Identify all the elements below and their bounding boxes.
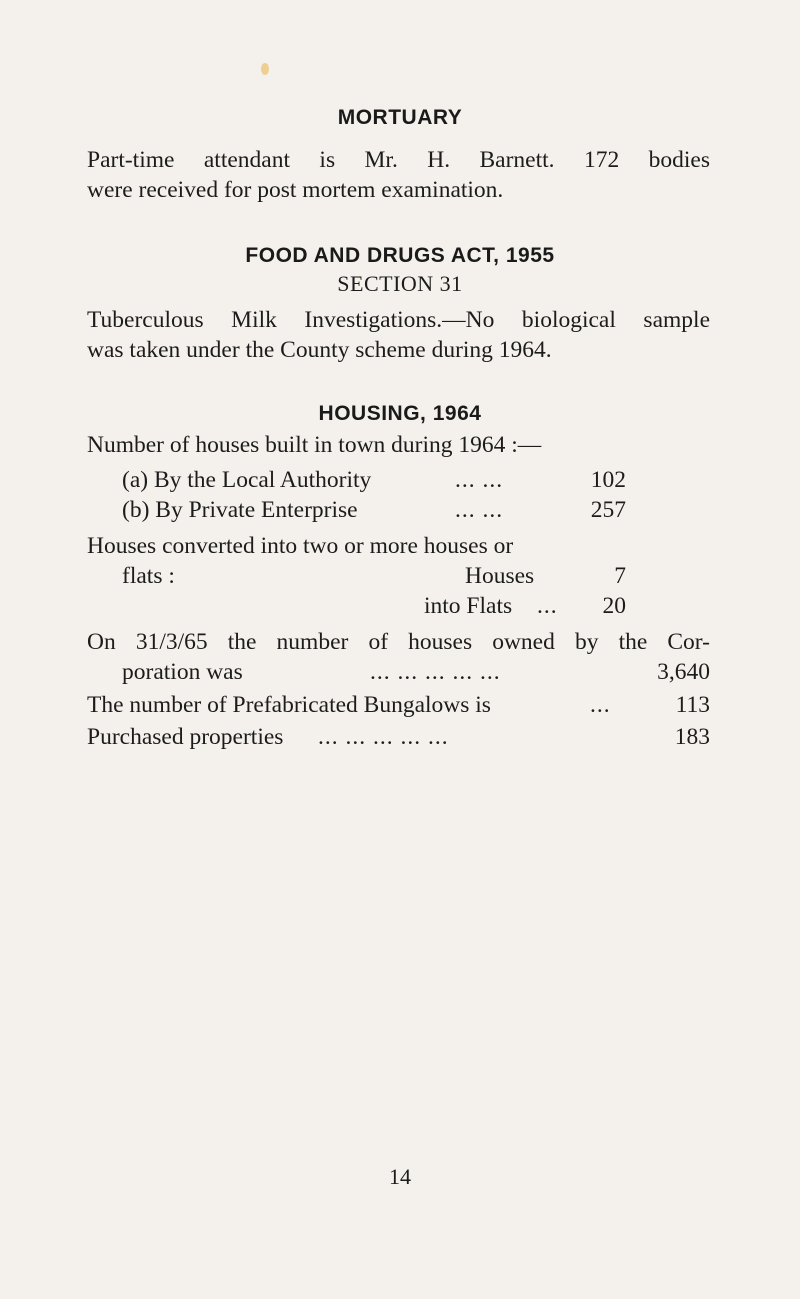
food-drugs-line-2: was taken under the County scheme during 1964. (87, 337, 552, 363)
housing-built-intro: Number of houses built in town during 1964 :— (87, 432, 542, 458)
housing-owned-label: poration was (122, 659, 243, 685)
stain-mark (261, 63, 269, 75)
housing-owned-dots: ... ... ... ... ... (370, 659, 501, 685)
housing-prefab-label: The number of Prefabricated Bungalows is (87, 692, 491, 718)
housing-converted-flats-label: flats : (122, 563, 175, 589)
housing-into-flats-label: into Flats (424, 593, 513, 619)
page-number: 14 (389, 1164, 411, 1189)
food-drugs-heading: FOOD AND DRUGS ACT, 1955 (245, 244, 555, 267)
housing-built-row-a-dots: ... ... (455, 467, 504, 493)
housing-purchased-label: Purchased properties (87, 724, 284, 750)
housing-built-row-b-value: 257 (590, 497, 626, 523)
housing-prefab-dots: ... (590, 692, 611, 718)
section-subheading: SECTION 31 (337, 271, 463, 296)
housing-converted-houses-value: 7 (614, 563, 626, 589)
mortuary-line-1: Part-time attendant is Mr. H. Barnett. 172 bodies (87, 147, 710, 173)
housing-into-flats-value: 20 (602, 593, 626, 619)
food-drugs-line-1: Tuberculous Milk Investigations.—No biological sample (87, 307, 710, 333)
housing-built-row-a-value: 102 (590, 467, 626, 493)
mortuary-heading: MORTUARY (337, 106, 463, 129)
mortuary-line-2: were received for post mortem examination. (87, 177, 504, 203)
housing-converted-intro: Houses converted into two or more houses or (87, 533, 514, 559)
housing-into-flats-dots: ... (537, 593, 558, 619)
housing-converted-houses-label: Houses (465, 563, 535, 589)
housing-built-row-b-label: (b) By Private Enterprise (122, 497, 358, 523)
housing-purchased-dots: ... ... ... ... ... (318, 724, 449, 750)
housing-owned-line-1: On 31/3/65 the number of houses owned by the Cor- (87, 629, 710, 655)
housing-built-row-b-dots: ... ... (455, 497, 504, 523)
housing-built-row-a-label: (a) By the Local Authority (122, 467, 372, 493)
housing-owned-value: 3,640 (657, 659, 710, 685)
housing-purchased-value: 183 (674, 724, 710, 750)
housing-prefab-value: 113 (675, 692, 710, 718)
housing-heading: HOUSING, 1964 (318, 402, 482, 425)
